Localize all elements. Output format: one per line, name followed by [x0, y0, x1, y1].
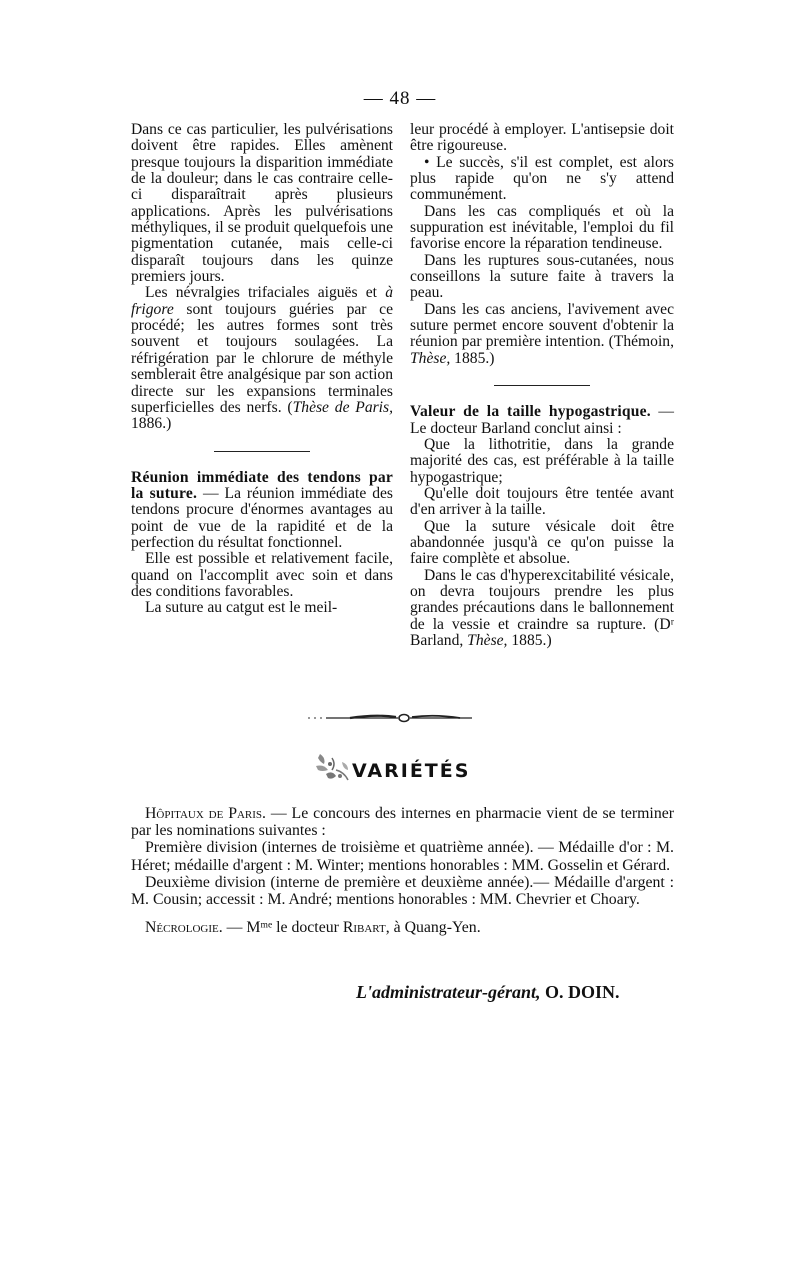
left-column [131, 122, 393, 617]
left-paragraph-2: Les névralgies trifaciales aiguës et à frigore sont toujours guéries par ce procédé; les autres formes sont très souvent et toujours soulagées. La réfrigération par le chlorure de méthyle semblerait être analgésique par son action directe sur les expansions terminales superficielles des nerfs. (Thèse de Paris, 1886.) [131, 284, 393, 433]
signature [356, 982, 620, 1003]
varietes-paragraph-4: Nécrologie. — Mᵐᵉ le docteur Ribart, à Quang-Yen. [145, 919, 481, 937]
section-title: VARIÉTÉS [352, 760, 471, 782]
section-divider [214, 451, 310, 452]
section-heading: Valeur de la taille hypogastrique. [410, 403, 651, 421]
varietes-body [131, 805, 674, 936]
signature-role: L'administrateur-gérant, [356, 982, 541, 1002]
left-section-heading-paragraph: Réunion immédiate des tendons par la suture. — La réunion immédiate des tendons procure d'énormes avantages au point de vue de la rapidité et de la perfection du résultat fonctionnel. [131, 468, 393, 551]
varietes-header [312, 748, 472, 788]
right-paragraph-8: Qu'elle doit toujours être tentée avant d'en arriver à la taille. [410, 484, 674, 519]
right-paragraph-2: • Le succès, s'il est complet, est alors plus rapide qu'on ne s'y attend communément. [410, 153, 674, 204]
right-paragraph-9: Que la suture vésicale doit être abandonnée jusqu'à ce qu'on puisse la faire complète et absolue. [410, 517, 674, 568]
varietes-paragraph-2: Première division (internes de troisième et quatrième année). — Médaille d'or : M. Héret; médaille d'argent : M. Winter; mentions honorables : MM. Gosselin et Gérard. [131, 839, 674, 874]
left-paragraph-4: Elle est possible et relativement facile, quand on l'accomplit avec soin et dans des conditions favorables. [131, 550, 393, 600]
right-section-heading-paragraph: Valeur de la taille hypogastrique. — Le docteur Barland conclut ainsi : [410, 403, 674, 437]
section-divider [494, 385, 590, 386]
varietes-paragraph-1: Hôpitaux de Paris. — Le concours des internes en pharmacie vient de se terminer par les nominations suivantes : [131, 805, 674, 840]
floral-ornament-icon [312, 748, 356, 788]
right-paragraph-3: Dans les cas compliqués et où la suppuration est inévitable, l'emploi du fil favorise encore la réparation tendineuse. [410, 202, 674, 253]
right-column [410, 122, 674, 649]
page-number: — 48 — [363, 88, 437, 109]
right-paragraph-1: leur procédé à employer. L'antisepsie doit être rigoureuse. [410, 121, 674, 155]
varietes-paragraph-3: Deuxième division (interne de première et deuxième année).— Médaille d'argent : M. Cousin; accessit : M. André; mentions honorables : MM. Chevrier et Choary. [131, 873, 674, 909]
right-paragraph-10: Dans le cas d'hyperexcitabilité vésicale, on devra toujours prendre les plus grandes précautions dans le ballonnement de la vessie et craindre sa rupture. (Dʳ Barland, Thèse, 1885.) [410, 566, 674, 649]
right-paragraph-7: Que la lithotritie, dans la grande majorité des cas, est préférable à la taille hypogastrique; [410, 435, 674, 486]
right-paragraph-4: Dans les ruptures sous-cutanées, nous conseillons la suture faite à travers la peau. [410, 251, 674, 302]
section-heading: Réunion immédiate des tendons par la suture. [131, 468, 393, 502]
signature-name: O. DOIN. [540, 982, 620, 1002]
ornament-divider [290, 708, 510, 728]
left-paragraph-1: Dans ce cas particulier, les pulvérisations doivent être rapides. Elles amènent presque toujours la disparition immédiate de la douleur; dans le cas contraire celle-ci disparaîtrait après plusieurs applications. Après les pulvérisations méthyliques, il se produit quelquefois une pigmentation cutanée, mais celle-ci disparaît toujours dans les quinze premiers jours. [131, 121, 393, 286]
right-paragraph-5: Dans les cas anciens, l'avivement avec suture permet encore souvent d'obtenir la réunion par première intention. (Thémoin, Thèse, 1885.) [410, 300, 674, 367]
left-paragraph-5: La suture au catgut est le meil- [145, 599, 338, 617]
